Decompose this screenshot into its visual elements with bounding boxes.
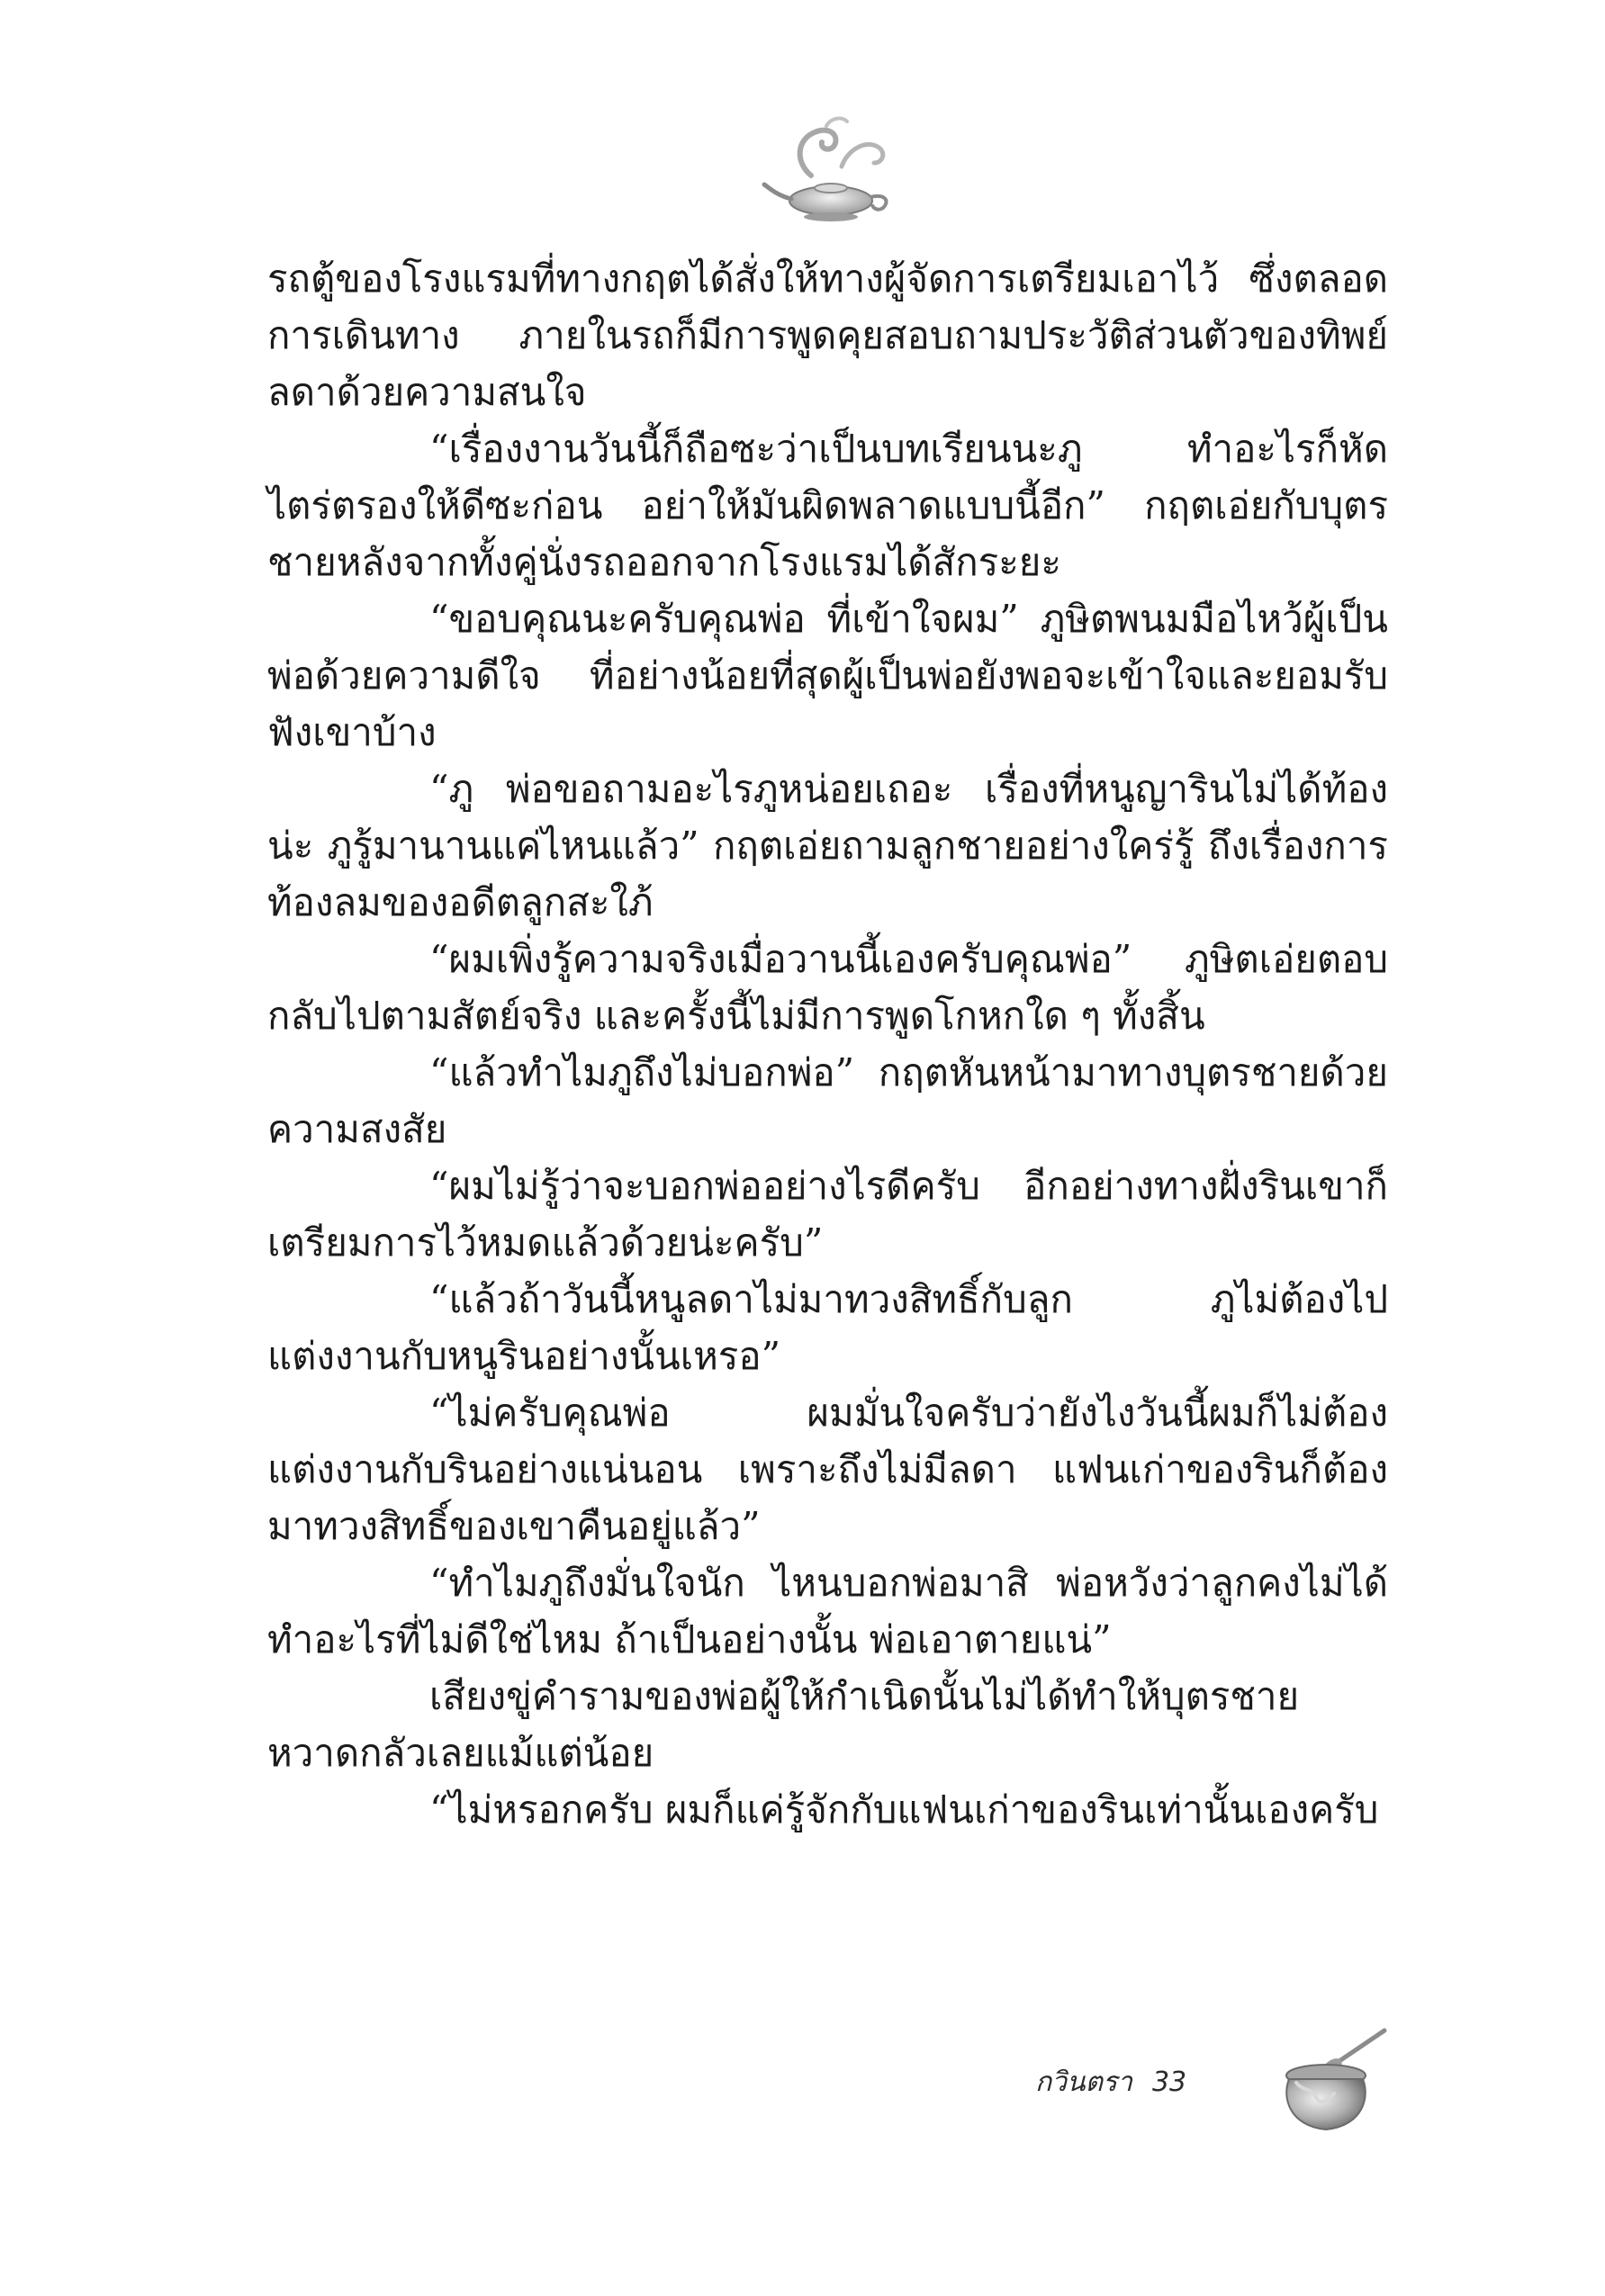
paragraph: “ผมเพิ่งรู้ความจริงเมื่อวานนี้เองครับคุณพ่อ” ภูษิตเอ่ยตอบกลับไปตามสัตย์จริง และครั้งนี้ไม่มีการพูดโกหกใด ๆ ทั้งสิ้น [267,937,1388,1038]
body-text [267,250,1388,1838]
teapot-ornament-icon [759,113,903,225]
paragraph: “ภู พ่อขอถามอะไรภูหน่อยเถอะ เรื่องที่หนูญารินไม่ได้ท้องน่ะ ภูรู้มานานแค่ไหนแล้ว” กฤตเอ่ยถามลูกชายอย่างใคร่รู้ ถึงเรื่องการท้องลมของอดีตลูกสะใภ้ [267,767,1388,924]
paragraph: “ไม่หรอกครับ ผมก็แค่รู้จักกับแฟนเก่าของรินเท่านั้นเองครับ [429,1787,1379,1832]
paragraph: “แล้วทำไมภูถึงไม่บอกพ่อ” กฤตหันหน้ามาทางบุตรชายด้วยความสงสัย [267,1050,1388,1151]
paragraph: “ผมไม่รู้ว่าจะบอกพ่ออย่างไรดีครับ อีกอย่างทางฝั่งรินเขาก็เตรียมการไว้หมดแล้วด้วยน่ะครับ” [267,1164,1388,1265]
book-title: กวินตรา [1035,2066,1132,2098]
paragraph: เสียงขู่คำรามของพ่อผู้ให้กำเนิดนั้นไม่ได้ทำให้บุตรชายหวาดกลัวเลยแม้แต่น้อย [267,1674,1300,1775]
paragraph: “เรื่องงานวันนี้ก็ถือซะว่าเป็นบทเรียนนะภู ทำอะไรก็หัดไตร่ตรองให้ดีซะก่อน อย่าให้มันผิดพลาดแบบนี้อีก” กฤตเอ่ยกับบุตรชายหลังจากทั้งคู่นั่งรถออกจากโรงแรมได้สักระยะ [267,427,1388,584]
paragraph: “ทำไมภูถึงมั่นใจนัก ไหนบอกพ่อมาสิ พ่อหวังว่าลูกคงไม่ได้ทำอะไรที่ไม่ดีใช่ไหม ถ้าเป็นอย่างนั้น พ่อเอาตายแน่” [267,1561,1388,1661]
paragraph: “แล้วถ้าวันนี้หนูลดาไม่มาทวงสิทธิ์กับลูก ภูไม่ต้องไปแต่งงานกับหนูรินอย่างนั้นเหรอ” [267,1277,1388,1378]
honey-pot-icon [1276,2025,1389,2138]
paragraph: “ขอบคุณนะครับคุณพ่อ ที่เข้าใจผม” ภูษิตพนมมือไหว้ผู้เป็นพ่อด้วยความดีใจ ที่อย่างน้อยที่สุดผู้เป็นพ่อยังพอจะเข้าใจและยอมรับฟังเขาบ้าง [267,597,1388,754]
page-number: 33 [1151,2066,1187,2098]
page-footer [1035,2061,1186,2103]
paragraph: รถตู้ของโรงแรมที่ทางกฤตได้สั่งให้ทางผู้จัดการเตรียมเอาไว้ ซึ่งตลอดการเดินทาง ภายในรถก็มีการพูดคุยสอบถามประวัติส่วนตัวของทิพย์ลดาด้วยความสนใจ [267,257,1388,414]
paragraph: “ไม่ครับคุณพ่อ ผมมั่นใจครับว่ายังไงวันนี้ผมก็ไม่ต้องแต่งงานกับรินอย่างแน่นอน เพราะถึงไม่มีลดา แฟนเก่าของรินก็ต้องมาทวงสิทธิ์ของเขาคืนอยู่แล้ว” [267,1391,1388,1548]
